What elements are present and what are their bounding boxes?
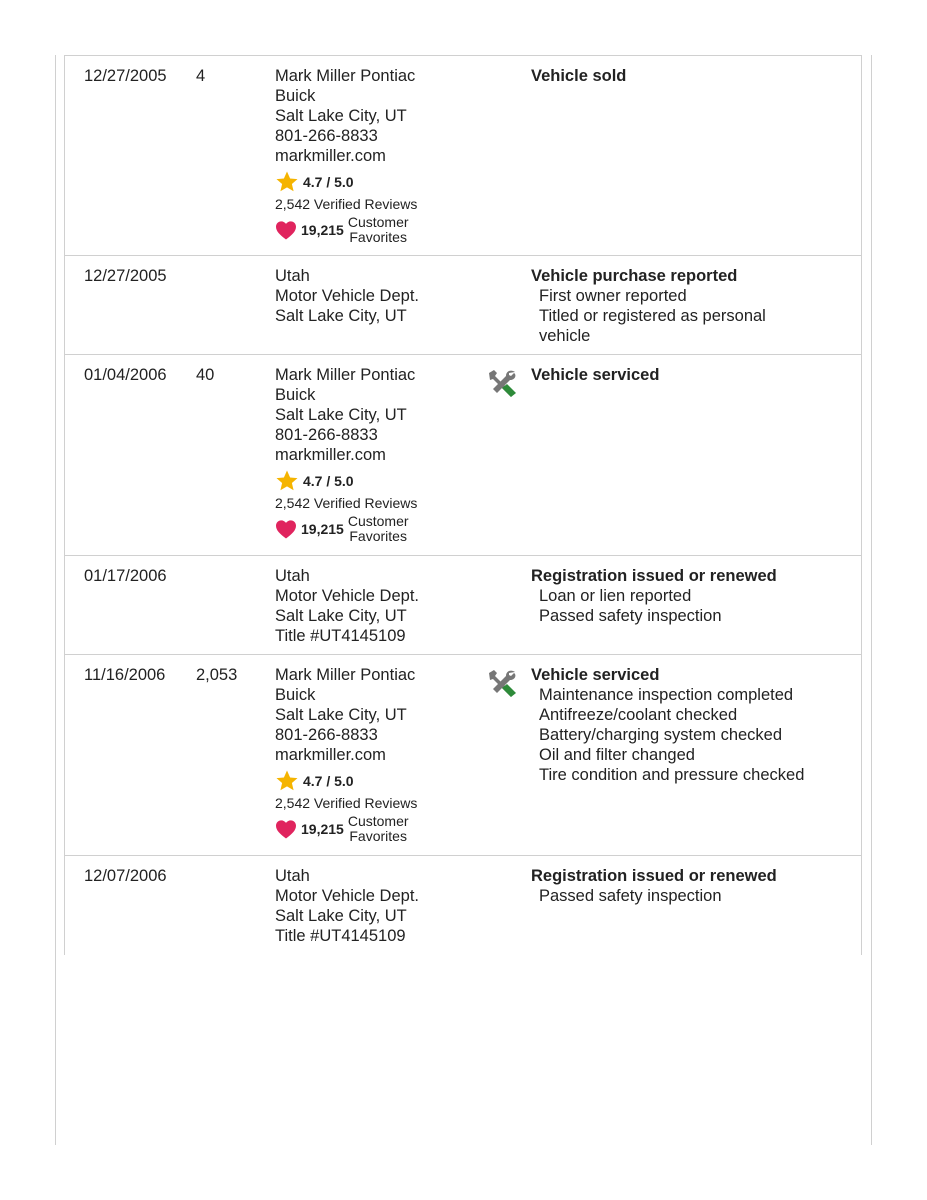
source-line: Motor Vehicle Dept. bbox=[275, 887, 419, 905]
row-odometer: 2,053 bbox=[196, 666, 238, 684]
row-source bbox=[275, 566, 460, 646]
vehicle-history-table bbox=[65, 56, 861, 954]
source-line: Salt Lake City, UT bbox=[275, 307, 407, 325]
rating-score: 4.7 / 5.0 bbox=[303, 174, 354, 190]
row-detail bbox=[531, 266, 851, 346]
event-item: Loan or lien reported bbox=[539, 587, 692, 605]
row-source bbox=[275, 866, 460, 946]
favorites-label: Customer Favorites bbox=[347, 513, 409, 544]
heart-icon bbox=[275, 220, 297, 240]
dealer-website[interactable]: markmiller.com bbox=[275, 147, 386, 165]
row-date: 12/07/2006 bbox=[84, 867, 167, 885]
event-item: Battery/charging system checked bbox=[539, 726, 783, 744]
event-title: Vehicle serviced bbox=[531, 366, 660, 384]
verified-reviews[interactable]: 2,542 Verified Reviews bbox=[275, 495, 418, 511]
row-detail bbox=[531, 66, 851, 86]
event-title: Vehicle serviced bbox=[531, 666, 660, 684]
page-frame-right bbox=[871, 55, 872, 1145]
favorites-label: Customer Favorites bbox=[347, 214, 409, 245]
source-line: Motor Vehicle Dept. bbox=[275, 587, 419, 605]
row-date: 12/27/2005 bbox=[84, 267, 167, 285]
dealer-phone: 801-266-8833 bbox=[275, 426, 378, 444]
dealer-website[interactable]: markmiller.com bbox=[275, 746, 386, 764]
page-frame-left bbox=[55, 55, 56, 1145]
row-odometer: 4 bbox=[196, 67, 206, 85]
row-odometer: 40 bbox=[196, 366, 215, 384]
source-line: Utah bbox=[275, 567, 310, 585]
dealer-name: Mark Miller Pontiac Buick bbox=[275, 366, 416, 404]
rating-score: 4.7 / 5.0 bbox=[303, 473, 354, 489]
source-line: Salt Lake City, UT bbox=[275, 907, 407, 925]
title-number: Title #UT4145109 bbox=[275, 627, 406, 645]
service-tools-icon bbox=[485, 367, 519, 401]
row-source bbox=[275, 66, 460, 245]
dealer-rating bbox=[275, 469, 460, 493]
star-icon bbox=[275, 769, 299, 793]
history-row bbox=[65, 556, 861, 655]
dealer-name: Mark Miller Pontiac Buick bbox=[275, 666, 416, 704]
history-row bbox=[65, 56, 861, 256]
row-source bbox=[275, 365, 460, 544]
dealer-city: Salt Lake City, UT bbox=[275, 406, 407, 424]
event-item: Maintenance inspection completed bbox=[539, 686, 794, 704]
customer-favorites bbox=[275, 215, 460, 245]
event-item: Titled or registered as personal vehicle bbox=[539, 307, 766, 345]
event-item: Oil and filter changed bbox=[539, 746, 695, 764]
verified-reviews[interactable]: 2,542 Verified Reviews bbox=[275, 196, 418, 212]
row-date: 12/27/2005 bbox=[84, 67, 167, 85]
dealer-rating bbox=[275, 170, 460, 194]
row-date: 01/17/2006 bbox=[84, 567, 167, 585]
title-number: Title #UT4145109 bbox=[275, 927, 406, 945]
dealer-website[interactable]: markmiller.com bbox=[275, 446, 386, 464]
verified-reviews[interactable]: 2,542 Verified Reviews bbox=[275, 795, 418, 811]
star-icon bbox=[275, 469, 299, 493]
event-item: Passed safety inspection bbox=[539, 607, 722, 625]
history-row bbox=[65, 256, 861, 355]
dealer-name: Mark Miller Pontiac Buick bbox=[275, 67, 416, 105]
row-detail bbox=[531, 866, 851, 906]
dealer-city: Salt Lake City, UT bbox=[275, 107, 407, 125]
heart-icon bbox=[275, 519, 297, 539]
service-tools-icon bbox=[485, 667, 519, 701]
heart-icon bbox=[275, 819, 297, 839]
customer-favorites bbox=[275, 814, 460, 844]
row-source bbox=[275, 665, 460, 844]
event-item: Antifreeze/coolant checked bbox=[539, 706, 738, 724]
event-title: Registration issued or renewed bbox=[531, 867, 777, 885]
event-item: Tire condition and pressure checked bbox=[539, 766, 805, 784]
source-line: Salt Lake City, UT bbox=[275, 607, 407, 625]
dealer-rating bbox=[275, 769, 460, 793]
dealer-phone: 801-266-8833 bbox=[275, 127, 378, 145]
favorites-count: 19,215 bbox=[301, 222, 344, 238]
row-detail bbox=[531, 665, 851, 785]
row-date: 11/16/2006 bbox=[84, 666, 166, 684]
history-row bbox=[65, 655, 861, 856]
table-border-right bbox=[861, 55, 862, 955]
customer-favorites bbox=[275, 514, 460, 544]
row-date: 01/04/2006 bbox=[84, 366, 167, 384]
rating-score: 4.7 / 5.0 bbox=[303, 773, 354, 789]
event-title: Vehicle purchase reported bbox=[531, 267, 738, 285]
favorites-label: Customer Favorites bbox=[347, 813, 409, 844]
dealer-phone: 801-266-8833 bbox=[275, 726, 378, 744]
dealer-city: Salt Lake City, UT bbox=[275, 706, 407, 724]
history-row bbox=[65, 355, 861, 556]
source-line: Motor Vehicle Dept. bbox=[275, 287, 419, 305]
star-icon bbox=[275, 170, 299, 194]
source-line: Utah bbox=[275, 267, 310, 285]
row-detail bbox=[531, 365, 851, 385]
source-line: Utah bbox=[275, 867, 310, 885]
favorites-count: 19,215 bbox=[301, 521, 344, 537]
row-detail bbox=[531, 566, 851, 626]
event-item: First owner reported bbox=[539, 287, 687, 305]
event-item: Passed safety inspection bbox=[539, 887, 722, 905]
history-row bbox=[65, 856, 861, 954]
favorites-count: 19,215 bbox=[301, 821, 344, 837]
event-title: Registration issued or renewed bbox=[531, 567, 777, 585]
event-title: Vehicle sold bbox=[531, 67, 627, 85]
row-source bbox=[275, 266, 460, 326]
